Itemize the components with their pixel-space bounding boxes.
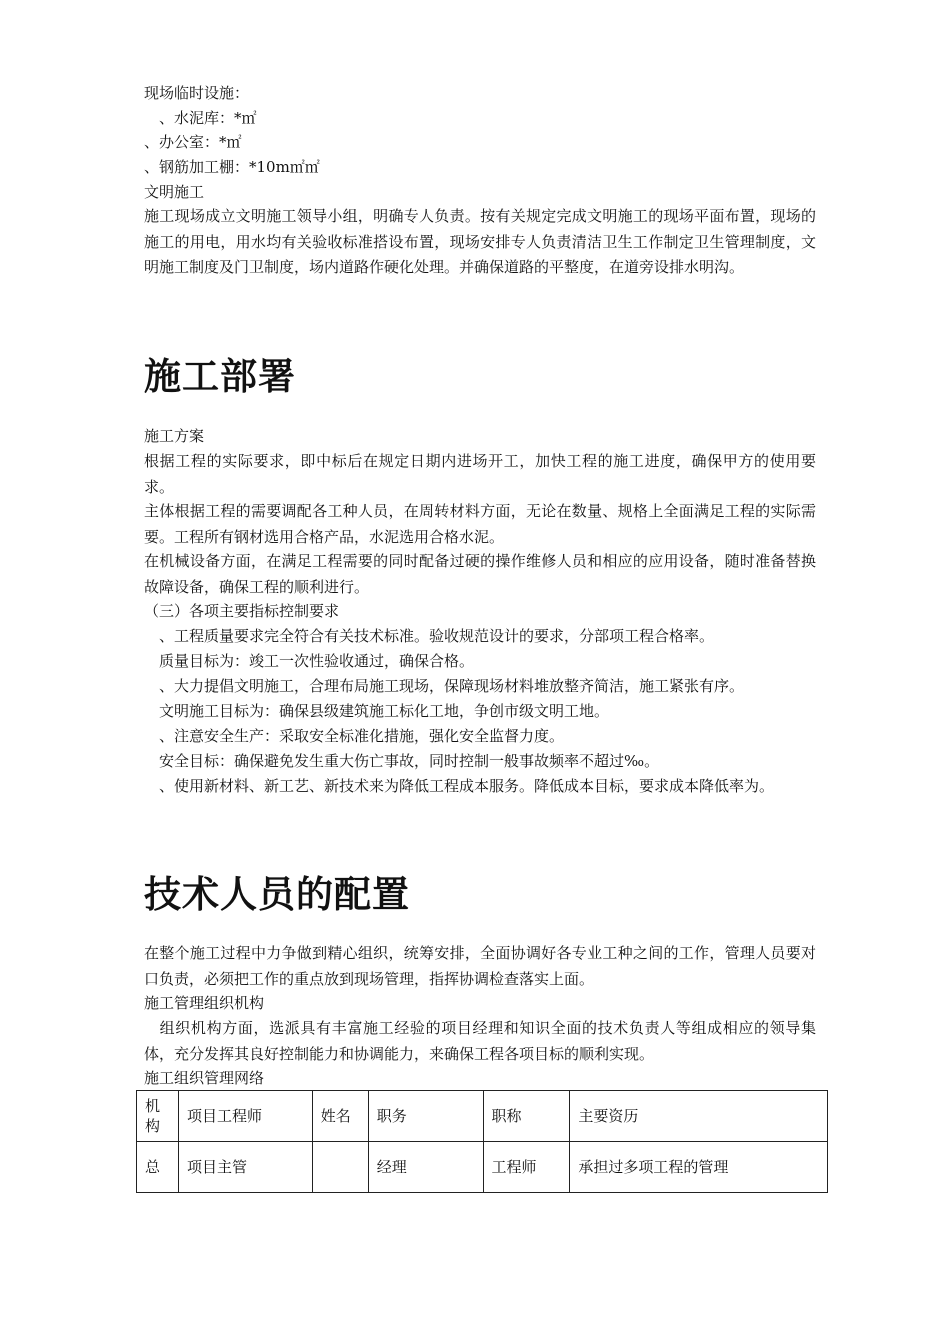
paragraph: 在整个施工过程中力争做到精心组织，统筹安排，全面协调好各专业工种之间的工作，管理人员要对口负责，必须把工作的重点放到现场管理，指挥协调检查落实上面。 xyxy=(144,944,816,988)
text-line: 现场临时设施： xyxy=(144,84,250,102)
text-line: 、注意安全生产：采取安全标准化措施，强化安全监督力度。 xyxy=(144,727,565,745)
table-row xyxy=(137,1142,828,1193)
text-line: 安全目标：确保避免发生重大伤亡事故，同时控制一般事故频率不超过‰。 xyxy=(144,752,660,770)
text-line: 、水泥库：*㎡ xyxy=(144,109,257,127)
header-cell: 职务 xyxy=(368,1091,483,1142)
paragraph: 主体根据工程的需要调配各工种人员，在周转材料方面，无论在数量、规格上全面满足工程的实际需要。工程所有钢材选用合格产品，水泥选用合格水泥。 xyxy=(144,502,816,546)
paragraph: 施工现场成立文明施工领导小组，明确专人负责。按有关规定完成文明施工的现场平面布置，现场的施工的用电，用水均有关验收标准搭设布置，现场安排专人负责清洁卫生工作制定卫生管理制度，文明施工制度及门卫制度，场内道路作硬化处理。并确保道路的平整度，在道旁设排水明沟。 xyxy=(144,207,816,276)
table-cell: 总 xyxy=(137,1142,179,1193)
subheading: 施工方案 xyxy=(144,427,205,445)
header-cell: 姓名 xyxy=(312,1091,368,1142)
paragraph: 、使用新材料、新工艺、新技术来为降低工程成本服务。降低成本目标，要求成本降低率为。 xyxy=(144,777,775,795)
table-cell: 项目主管 xyxy=(178,1142,312,1193)
header-cell: 职称 xyxy=(483,1091,570,1142)
paragraph: 在机械设备方面，在满足工程需要的同时配备过硬的操作维修人员和相应的应用设备，随时准备替换故障设备，确保工程的顺利进行。 xyxy=(144,552,816,596)
paragraph: 根据工程的实际要求，即中标后在规定日期内进场开工，加快工程的施工进度，确保甲方的使用要求。 xyxy=(144,452,816,496)
text-line: 、工程质量要求完全符合有关技术标准。验收规范设计的要求，分部项工程合格率。 xyxy=(144,627,715,645)
organization-table xyxy=(136,1090,828,1193)
table-header-row xyxy=(137,1091,828,1142)
text-line: 文明施工 xyxy=(144,183,205,201)
header-cell: 项目工程师 xyxy=(178,1091,312,1142)
table-cell: 承担过多项工程的管理 xyxy=(570,1142,828,1193)
text-line: 、钢筋加工棚：*10m㎡㎡ xyxy=(144,158,320,176)
subheading: （三）各项主要指标控制要求 xyxy=(144,602,340,620)
table-cell: 工程师 xyxy=(483,1142,570,1193)
text-line: 、大力提倡文明施工，合理布局施工现场，保障现场材料堆放整齐简洁，施工紧张有序。 xyxy=(144,677,745,695)
text-line: 、办公室：*㎡ xyxy=(144,133,242,151)
header-cell: 机构 xyxy=(137,1091,179,1142)
table-cell: 经理 xyxy=(368,1142,483,1193)
text-line: 质量目标为：竣工一次性验收通过，确保合格。 xyxy=(144,652,475,670)
table-caption: 施工组织管理网络 xyxy=(144,1069,265,1087)
header-cell: 主要资历 xyxy=(570,1091,828,1142)
section-heading: 技术人员的配置 xyxy=(144,873,410,916)
section-heading: 施工部署 xyxy=(144,355,296,398)
paragraph: 组织机构方面，选派具有丰富施工经验的项目经理和知识全面的技术负责人等组成相应的领导集体，充分发挥其良好控制能力和协调能力，来确保工程各项目标的顺利实现。 xyxy=(144,1019,816,1063)
table-cell xyxy=(312,1142,368,1193)
text-line: 文明施工目标为：确保县级建筑施工标化工地，争创市级文明工地。 xyxy=(144,702,610,720)
subheading: 施工管理组织机构 xyxy=(144,994,265,1012)
